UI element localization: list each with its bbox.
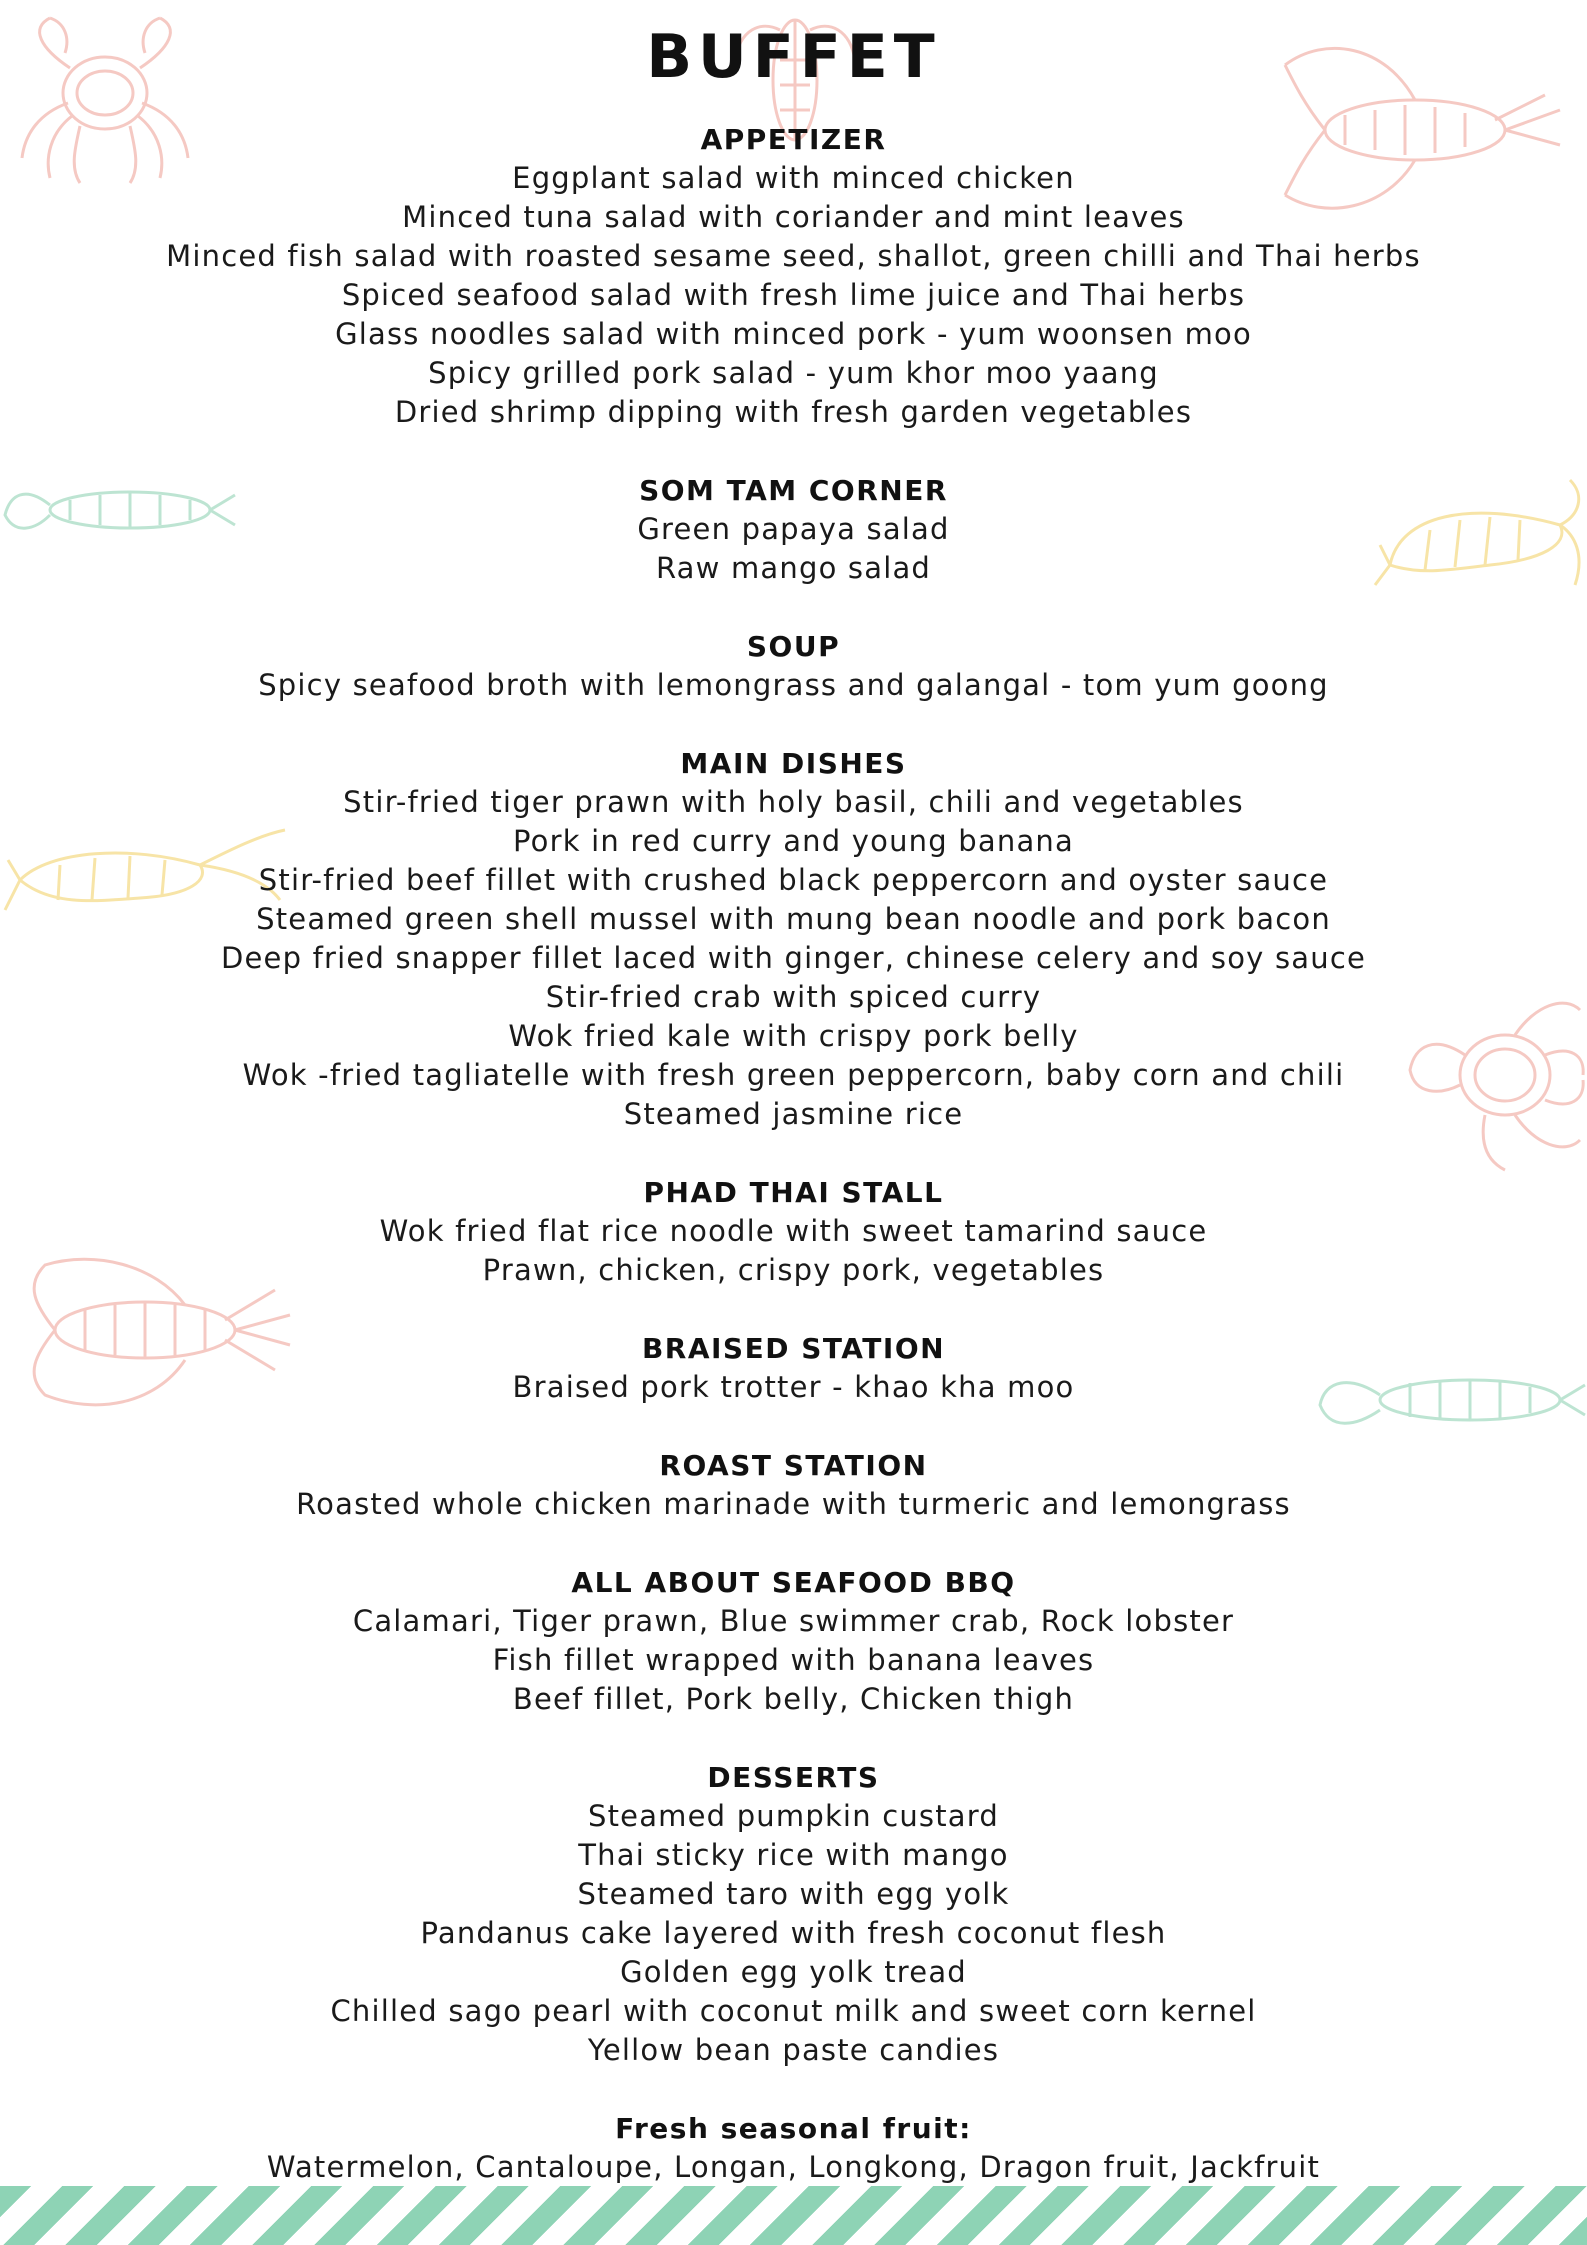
menu-item: Braised pork trotter - khao kha moo (512, 1370, 1075, 1404)
section-heading: ALL ABOUT SEAFOOD BBQ (571, 1566, 1016, 1599)
menu-title: BUFFET (646, 22, 941, 92)
section-som-tam-corner (0, 471, 1587, 588)
menu-item: Calamari, Tiger prawn, Blue swimmer crab, Rock lobster (352, 1604, 1235, 1638)
striped-footer-border (0, 2186, 1587, 2245)
menu-item: Spicy grilled pork salad - yum khor moo yaang (428, 356, 1159, 390)
menu-item: Roasted whole chicken marinade with turmeric and lemongrass (296, 1487, 1291, 1521)
menu-item: Minced fish salad with roasted sesame seed, shallot, green chilli and Thai herbs (166, 239, 1421, 273)
menu-item: Dried shrimp dipping with fresh garden vegetables (394, 395, 1193, 429)
section-phad-thai-stall (0, 1173, 1587, 1290)
section-seafood-bbq (0, 1563, 1587, 1719)
section-roast-station (0, 1446, 1587, 1524)
menu-item: Glass noodles salad with minced pork - yum woonsen moo (335, 317, 1252, 351)
menu-item: Wok fried kale with crispy pork belly (508, 1019, 1079, 1053)
menu-item: Spicy seafood broth with lemongrass and galangal - tom yum goong (258, 668, 1329, 702)
menu-item: Steamed jasmine rice (623, 1097, 964, 1131)
menu-item: Watermelon, Cantaloupe, Longan, Longkong, Dragon fruit, Jackfruit (266, 2150, 1321, 2184)
section-heading: BRAISED STATION (641, 1332, 946, 1365)
menu-item: Yellow bean paste candies (587, 2033, 1000, 2067)
menu-item: Wok -fried tagliatelle with fresh green peppercorn, baby corn and chili (242, 1058, 1345, 1092)
section-fresh-fruit (0, 2109, 1587, 2187)
section-soup (0, 627, 1587, 705)
menu-item: Pandanus cake layered with fresh coconut flesh (420, 1916, 1167, 1950)
menu-item: Eggplant salad with minced chicken (512, 161, 1075, 195)
menu-item: Steamed taro with egg yolk (577, 1877, 1010, 1911)
section-desserts (0, 1758, 1587, 2070)
menu-content (0, 120, 1587, 2226)
menu-item: Wok fried flat rice noodle with sweet tamarind sauce (379, 1214, 1208, 1248)
menu-item: Stir-fried crab with spiced curry (545, 980, 1042, 1014)
menu-item: Deep fried snapper fillet laced with ginger, chinese celery and soy sauce (220, 941, 1367, 975)
section-main-dishes (0, 744, 1587, 1134)
menu-item: Green papaya salad (637, 512, 950, 546)
menu-item: Golden egg yolk tread (620, 1955, 967, 1989)
menu-item: Thai sticky rice with mango (578, 1838, 1009, 1872)
section-braised-station (0, 1329, 1587, 1407)
menu-item: Minced tuna salad with coriander and mint leaves (402, 200, 1185, 234)
menu-item: Steamed pumpkin custard (587, 1799, 999, 1833)
menu-item: Stir-fried beef fillet with crushed black peppercorn and oyster sauce (258, 863, 1329, 897)
menu-item: Raw mango salad (655, 551, 932, 585)
menu-item: Beef fillet, Pork belly, Chicken thigh (512, 1682, 1075, 1716)
section-appetizer (0, 120, 1587, 432)
menu-item: Stir-fried tiger prawn with holy basil, chili and vegetables (343, 785, 1244, 819)
section-heading: DESSERTS (707, 1761, 880, 1794)
section-heading: APPETIZER (700, 123, 887, 156)
menu-item: Spiced seafood salad with fresh lime juice and Thai herbs (341, 278, 1246, 312)
section-heading: SOUP (746, 630, 841, 663)
menu-item: Steamed green shell mussel with mung bean noodle and pork bacon (256, 902, 1331, 936)
menu-item: Chilled sago pearl with coconut milk and sweet corn kernel (330, 1994, 1257, 2028)
menu-item: Pork in red curry and young banana (513, 824, 1074, 858)
menu-item: Fish fillet wrapped with banana leaves (492, 1643, 1095, 1677)
section-heading: MAIN DISHES (680, 747, 907, 780)
section-heading: PHAD THAI STALL (643, 1176, 944, 1209)
section-heading: ROAST STATION (659, 1449, 928, 1482)
menu-item: Prawn, chicken, crispy pork, vegetables (482, 1253, 1105, 1287)
section-heading: SOM TAM CORNER (639, 474, 948, 507)
section-heading: Fresh seasonal fruit: (615, 2112, 972, 2145)
